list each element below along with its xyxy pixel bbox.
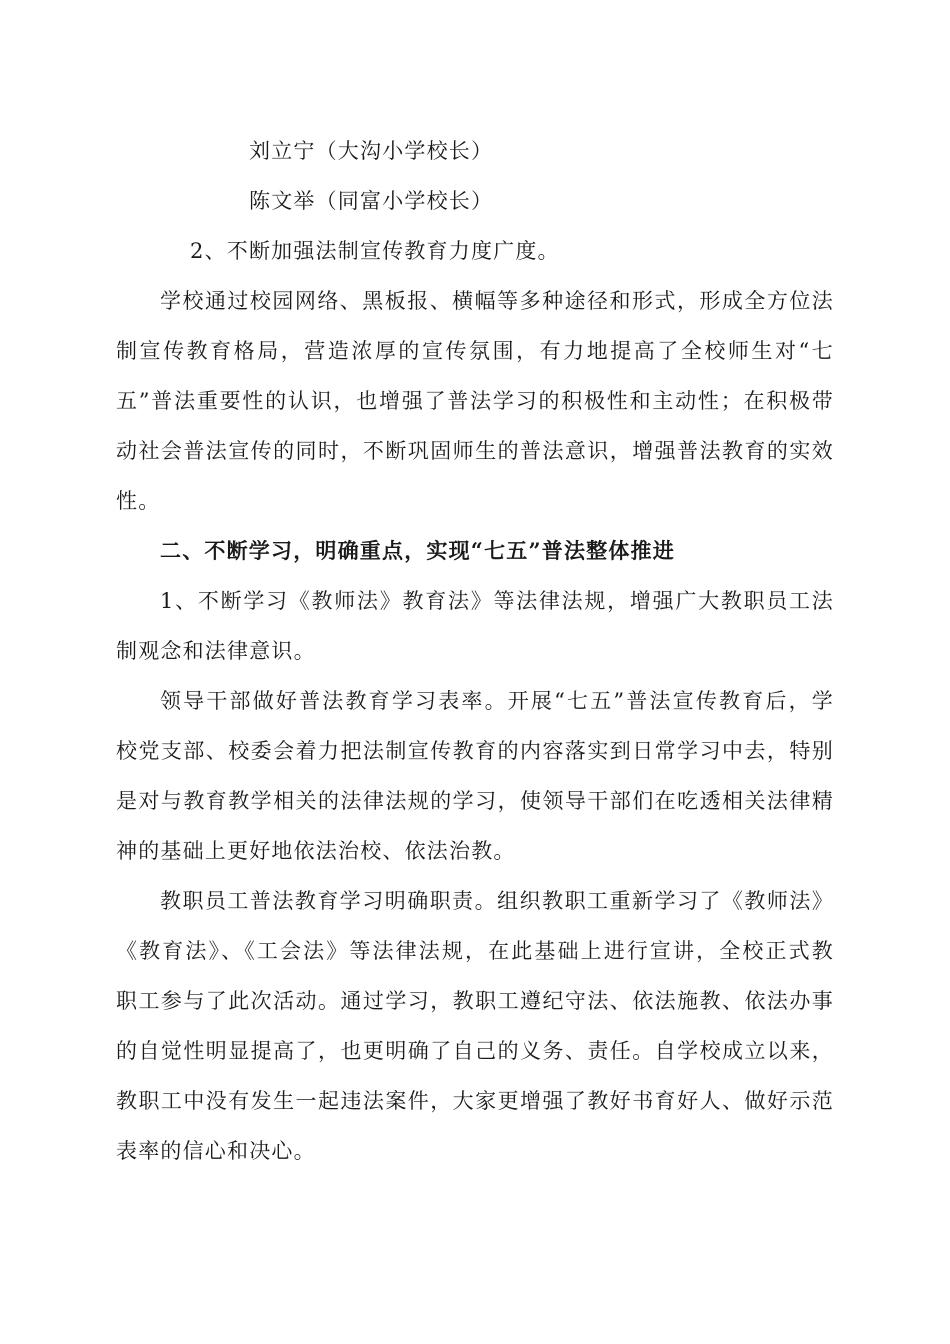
- paragraph-3-line-4: 的自觉性明显提高了，也更明确了自己的义务、责任。自学校成立以来，: [116, 1039, 834, 1063]
- paragraph-3-line-5: 教职工中没有发生一起违法案件，大家更增强了教好书育好人、做好示范: [116, 1089, 834, 1113]
- item-2-title: 2、不断加强法制宣传教育力度广度。: [190, 239, 560, 263]
- paragraph-1-line-1: 学校通过校园网络、黑板报、横幅等多种途径和形式，形成全方位法: [160, 289, 834, 313]
- paragraph-3-line-3: 职工参与了此次活动。通过学习，教职工遵纪守法、依法施教、依法办事: [116, 989, 834, 1013]
- item-1-line-1: 1、不断学习《教师法》教育法》等法律法规，增强广大教职员工法: [160, 589, 834, 613]
- paragraph-2-line-4: 神的基础上更好地依法治校、依法治教。: [116, 839, 516, 863]
- paragraph-2-line-2: 校党支部、校委会着力把法制宣传教育的内容落实到日常学习中去，特别: [116, 739, 834, 763]
- paragraph-3-line-1: 教职员工普法教育学习明确职责。组织教职工重新学习了《教师法》: [160, 889, 834, 913]
- paragraph-2-line-1: 领导干部做好普法教育学习表率。开展“七五”普法宣传教育后，学: [160, 689, 834, 713]
- paragraph-2-line-3: 是对与教育教学相关的法律法规的学习，使领导干部们在吃透相关法律精: [116, 789, 834, 813]
- committee-member-1: 刘立宁（大沟小学校长）: [249, 139, 494, 163]
- paragraph-3-line-6: 表率的信心和决心。: [116, 1139, 316, 1163]
- paragraph-1-line-5: 性。: [116, 489, 161, 513]
- item-1-line-2: 制观念和法律意识。: [116, 639, 316, 663]
- section-2-heading: 二、不断学习，明确重点，实现“七五”普法整体推进: [160, 538, 675, 563]
- paragraph-1-line-4: 动社会普法宣传的同时，不断巩固师生的普法意识，增强普法教育的实效: [116, 439, 834, 463]
- paragraph-1-line-2: 制宣传教育格局，营造浓厚的宣传氛围，有力地提高了全校师生对“七: [116, 339, 834, 363]
- committee-member-2: 陈文举（同富小学校长）: [249, 189, 494, 213]
- paragraph-3-line-2: 《教育法》、《工会法》等法律法规，在此基础上进行宣讲，全校正式教: [116, 939, 834, 963]
- paragraph-1-line-3: 五”普法重要性的认识，也增强了普法学习的积极性和主动性；在积极带: [116, 389, 834, 413]
